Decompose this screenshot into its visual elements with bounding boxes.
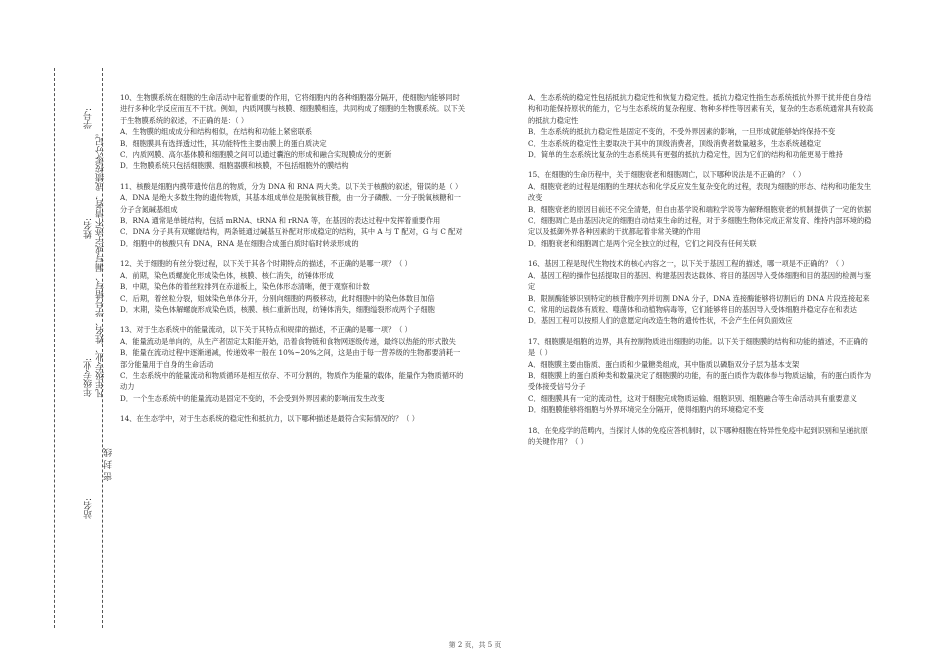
question-stem: 11、核酸是细胞内携带遗传信息的物质，分为 DNA 和 RNA 两大类。以下关于核酸的叙述，错误的是（ ） [120,181,463,191]
option-c: C．生态系统中的能量流动和物质循环是相互依存、不可分割的，物质作为能量的载体，能量作为物质循环的动力 [120,370,464,392]
option-a: A．基因工程的操作包括提取目的基因、构建基因表达载体、将目的基因导入受体细胞和目的基因的检测与鉴定 [528,270,872,292]
option-b: B．生态系统的抵抗力稳定性是固定不变的，不受外界因素的影响，一旦形成就能够始终保持不变 [528,127,836,137]
option-d: D．生物膜系统只包括细胞膜、细胞器膜和核膜，不包括细胞外的膜结构 [120,161,349,171]
question-stem: 18、在免疫学的范畴内，当探讨人体的免疫应答机制时，以下哪种细胞在特异性免疫中起到识别和呈递抗原的关键作用？（ ） [528,425,868,446]
option-a: A．DNA 是绝大多数生物的遗传物质，其基本组成单位是脱氧核苷酸，由一分子磷酸、一分子脱氧核糖和一分子含氮碱基组成 [120,193,461,214]
option-d: D．末期，染色体解螺旋形成染色质，核膜、核仁重新出现，纺锤体消失，细胞缢裂形成两个子细胞 [120,304,435,314]
option-c: C．后期，着丝粒分裂，姐妹染色单体分开，分别向细胞的两极移动，此时细胞中的染色体数目加倍 [120,293,435,303]
left-column [120,92,465,434]
question-13 [120,324,465,404]
question-16 [528,258,873,326]
binding-notice: 凡年级专业、姓名、学号错写、漏写或字迹不清者，成绩按零分记。 [96,128,106,398]
page-footer: 第 2 页，共 5 页 [448,641,502,649]
question-14-options [528,92,873,160]
option-b: B．细胞膜上的蛋白质种类和数量决定了细胞膜的功能，有的蛋白质作为载体参与物质运输，有的蛋白质作为受体接受信号分子 [528,370,872,392]
option-d: D．简单的生态系统比复杂的生态系统具有更强的抵抗力稳定性，因为它们的结构和功能更易于维持 [528,150,843,160]
question-stem: 17、细胞膜是细胞的边界，具有控制物质进出细胞的功能。以下关于细胞膜的结构和功能的描述，不正确的是（ ） [528,336,868,358]
option-b: B．细胞膜具有选择透过性，其功能特性主要由膜上的蛋白质决定 [120,138,327,148]
option-d: D．基因工程可以按照人们的意愿定向改造生物的遗传性状，不会产生任何负面效应 [528,316,793,326]
option-c: C．常用的运载体有质粒、噬菌体和动植物病毒等，它们能够将目的基因导入受体细胞并稳定存在和表达 [528,304,857,314]
seal-line-outer [54,68,55,628]
question-10 [120,92,465,172]
question-stem: 16、基因工程是现代生物技术的核心内容之一，以下关于基因工程的描述，哪一项是不正确的？（ ） [528,259,849,269]
option-d: D．细胞衰老和细胞凋亡是两个完全独立的过程，它们之间没有任何关联 [528,238,757,248]
option-a: A．细胞膜主要由脂质、蛋白质和少量糖类组成，其中脂质以磷脂双分子层为基本支架 [528,359,800,369]
option-c: C．生态系统的稳定性主要取决于其中的顶级消费者，顶级消费者数量越多，生态系统越稳定 [528,138,822,148]
option-d: D．一个生态系统中的能量流动是固定不变的，不会受到外界因素的影响而发生改变 [120,393,385,403]
right-column [528,92,873,456]
question-11 [120,181,465,249]
grade-label: 年级专业: [84,358,94,398]
option-b: B．细胞衰老的原因目前还不完全清楚，但自由基学说和端粒学说等为解释细胞衰老的机制提供了一定的依据 [528,204,872,214]
option-c: C．DNA 分子具有双螺旋结构，两条链通过碱基互补配对形成稳定的结构，其中 A 与 T 配对，G 与 C 配对 [120,227,463,237]
question-stem: 12、关于细胞的有丝分裂过程，以下关于其各个时期特点的描述，不正确的是哪一项？（ ） [120,259,412,269]
option-c: C．内质网膜、高尔基体膜和细胞膜之间可以通过囊泡的形成和融合实现膜成分的更新 [120,150,392,160]
option-a: A．生态系统的稳定性包括抵抗力稳定性和恢复力稳定性。抵抗力稳定性指生态系统抵抗外界干扰并使自身结构和功能保持原状的能力，它与生态系统的复杂程度、物种多样性等因素有关，复杂的生态系统通常具有较高的抵抗力稳定性 [528,93,874,125]
question-stem: 15、在细胞的生命历程中，关于细胞衰老和细胞凋亡，以下哪种说法是不正确的？（ ） [528,170,806,180]
question-stem: 13、对于生态系统中的能量流动，以下关于其特点和规律的描述，不正确的是哪一项？（ ） [120,325,412,335]
question-15 [528,169,873,249]
seal-text: 密 封 线 [104,448,114,481]
option-b: B．RNA 通常是单链结构，包括 mRNA、tRNA 和 rRNA 等，在基因的表达过程中发挥着重要作用 [120,216,441,226]
station-label: 站名: [84,498,94,520]
field-label: 学号: [84,108,94,130]
question-18 [528,425,873,448]
question-17 [528,336,873,416]
option-a: A．生物膜的组成成分和结构相似，在结构和功能上紧密联系 [120,127,313,137]
option-a: A．前期，染色质螺旋化形成染色体，核膜、核仁消失，纺锤体形成 [120,270,334,280]
option-a: A．细胞衰老的过程是细胞的生理状态和化学反应发生复杂变化的过程，表现为细胞的形态、结构和功能发生改变 [528,181,872,203]
option-b: B．限制酶能够识别特定的核苷酸序列并切割 DNA 分子，DNA 连接酶能够将切割后的 DNA 片段连接起来 [528,293,870,303]
option-b: B．能量在流动过程中逐渐递减，传递效率一般在 10%~20%之间，这是由于每一营养级的生物都要消耗一部分能量用于自身的生命活动 [120,348,461,369]
question-stem: 14、在生态学中，对于生态系统的稳定性和抵抗力，以下哪种描述是最符合实际情况的？（ ） [120,414,419,424]
binding-strip [40,28,118,638]
name-label: 姓名: [84,218,94,240]
option-c: C．细胞膜具有一定的流动性，这对于细胞完成物质运输、细胞识别、细胞融合等生命活动具有重要意义 [528,393,857,403]
option-d: D．细胞中的核酸只有 DNA，RNA 是在细胞合成蛋白质时临时转录形成的 [120,238,359,248]
option-c: C．细胞凋亡是由基因决定的细胞自动结束生命的过程，对于多细胞生物体完成正常发育、维持内部环境的稳定以及抵御外界各种因素的干扰都起着非常关键的作用 [528,216,872,237]
question-14 [120,413,465,424]
question-12 [120,258,465,315]
option-d: D．细胞膜能够将细胞与外界环境完全分隔开，使得细胞内的环境稳定不变 [528,405,764,415]
option-a: A．能量流动是单向的，从生产者固定太阳能开始，沿着食物链和食物网逐级传递，最终以热能的形式散失 [120,336,456,346]
option-b: B．中期，染色体的着丝粒排列在赤道板上，染色体形态清晰，便于观察和计数 [120,282,370,292]
question-stem: 10、生物膜系统在细胞的生命活动中起着重要的作用，它将细胞内的各种细胞器分隔开，使细胞内能够同时进行多种化学反应而互不干扰。例如，内质网膜与核膜、细胞膜相连，共同构成了细胞的生物膜系统。以下关于生物膜系统的叙述，不正确的是：（ ） [120,93,466,125]
